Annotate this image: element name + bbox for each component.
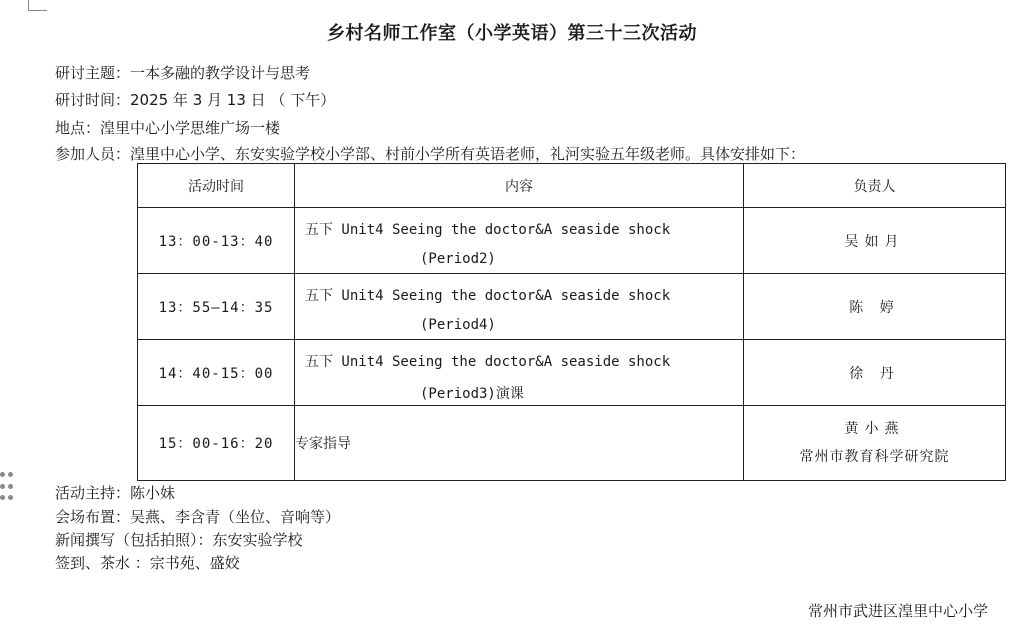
content-period: (Period3)演课	[420, 386, 524, 402]
host-line	[55, 483, 175, 503]
row-content	[295, 208, 744, 274]
table-row	[138, 406, 1006, 481]
row-person: 吴如月	[744, 208, 1006, 274]
signin-line	[55, 553, 240, 573]
time-value: 2025 年 3 月 13 日 （ 下午）	[130, 91, 336, 109]
row-person-stack	[744, 406, 1006, 481]
signin-value: 宗书苑、盛姣	[149, 554, 240, 572]
header-person: 负责人	[744, 164, 1006, 208]
news-label: 新闻撰写（包括拍照）：	[55, 531, 213, 549]
row-time: 13：00-13：40	[138, 208, 295, 274]
place-value: 湟里中心小学思维广场一楼	[100, 119, 281, 137]
row-person: 黄小燕	[844, 421, 905, 437]
venue-value: 吴燕、李含青（坐位、音响等）	[130, 508, 341, 526]
row-person: 徐 丹	[744, 340, 1006, 406]
host-value: 陈小妹	[130, 484, 176, 502]
place-label: 地点：	[55, 119, 101, 137]
content-period: (Period2)	[420, 251, 496, 267]
time-line	[55, 90, 335, 110]
participants-label: 参加人员：	[55, 145, 131, 163]
topic-value: 一本多融的教学设计与思考	[130, 64, 311, 82]
row-person: 陈 婷	[744, 274, 1006, 340]
venue-label: 会场布置：	[55, 508, 131, 526]
table-row	[138, 208, 1006, 274]
drag-handle-icon[interactable]	[0, 472, 14, 504]
participants-line	[55, 144, 805, 164]
row-content	[295, 274, 744, 340]
content-title: 五下 Unit4 Seeing the doctor&A seaside shock	[305, 288, 671, 304]
row-time: 14：40-15：00	[138, 340, 295, 406]
place-line	[55, 118, 280, 138]
participants-value: 湟里中心小学、东安实验学校小学部、村前小学所有英语老师，礼河实验五年级老师。具体安排如下：	[130, 145, 806, 163]
topic-label: 研讨主题：	[55, 64, 131, 82]
content-period: (Period4)	[420, 317, 496, 333]
header-content: 内容	[295, 164, 744, 208]
schedule-table	[137, 163, 1006, 481]
row-time: 13：55—14：35	[138, 274, 295, 340]
header-time: 活动时间	[138, 164, 295, 208]
page-corner-mark	[28, 0, 47, 11]
time-label: 研讨时间：	[55, 91, 131, 109]
row-time: 15：00-16：20	[138, 406, 295, 481]
footer-organization: 常州市武进区湟里中心小学	[807, 602, 988, 620]
content-title: 五下 Unit4 Seeing the doctor&A seaside shock	[305, 222, 671, 238]
table-row	[138, 274, 1006, 340]
topic-line	[55, 63, 310, 83]
news-line	[55, 530, 303, 550]
news-value: 东安实验学校	[212, 531, 303, 549]
table-header-row	[138, 164, 1006, 208]
content-title: 五下 Unit4 Seeing the doctor&A seaside shock	[305, 354, 671, 370]
host-label: 活动主持：	[55, 484, 131, 502]
row-content	[295, 340, 744, 406]
row-person-org: 常州市教育科学研究院	[799, 449, 950, 465]
table-row	[138, 340, 1006, 406]
document-title: 乡村名师工作室（小学英语）第三十三次活动	[327, 23, 697, 44]
row-content: 专家指导	[295, 406, 744, 481]
venue-line	[55, 507, 340, 527]
signin-label: 签到、茶水 ：	[55, 554, 150, 572]
